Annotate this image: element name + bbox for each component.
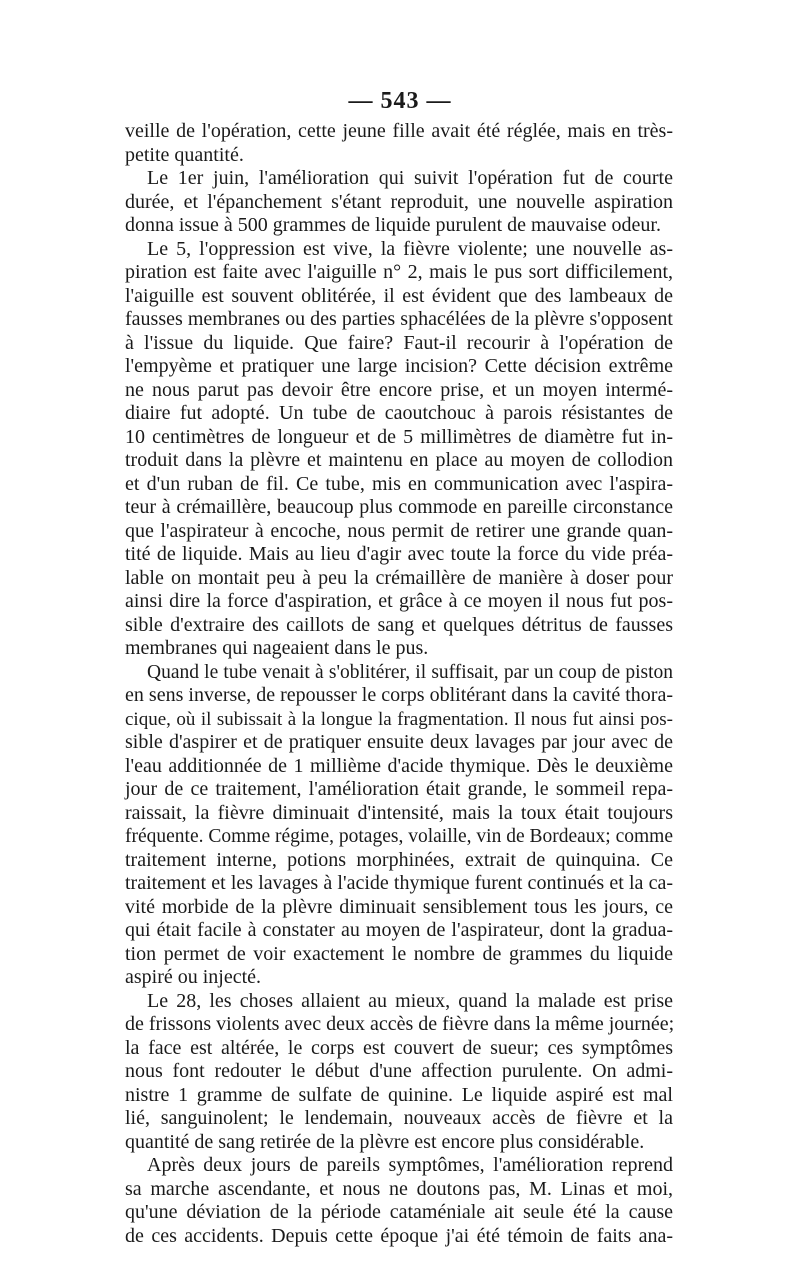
text-line: traitement interne, potions morphinées, extrait de quinquina. Ce [125, 848, 673, 871]
text-line: de frissons violents avec deux accès de fièvre dans la même journée; [125, 1013, 675, 1035]
text-line: que l'aspirateur à encoche, nous permit de retirer une grande quan- [125, 519, 673, 542]
text-line: l'aiguille est souvent oblitérée, il est évident que des lambeaux de [125, 284, 673, 307]
text-line: piration est faite avec l'aiguille n° 2, mais le pus sort difficilement, [125, 261, 673, 283]
text-line: raissait, la fièvre diminuait d'intensité, mais la toux était toujours [125, 801, 673, 824]
text-line: Quand le tube venait à s'oblitérer, il suffisait, par un coup de piston [147, 661, 673, 683]
text-line: traitement et les lavages à l'acide thymique furent continués et la ca- [125, 872, 673, 894]
text-line: membranes qui nageaient dans le pus. [125, 637, 429, 659]
text-line: nistre 1 gramme de sulfate de quinine. Le liquide aspiré est mal [125, 1083, 673, 1106]
text-line: la face est altérée, le corps est couvert de sueur; ces symptômes [125, 1036, 673, 1059]
page-number: — 543 — [348, 88, 452, 114]
text-line: Le 5, l'oppression est vive, la fièvre violente; une nouvelle as- [147, 237, 673, 260]
text-line: Le 28, les choses allaient au mieux, quand la malade est prise [147, 989, 673, 1012]
text-line: l'eau additionnée de 1 millième d'acide thymique. Dès le deuxième [125, 754, 673, 777]
text-line: aspiré ou injecté. [125, 966, 262, 988]
text-line: de ces accidents. Depuis cette époque j'ai été témoin de faits ana- [125, 1224, 673, 1247]
text-line: quantité de sang retirée de la plèvre est encore plus considérable. [125, 1130, 645, 1153]
text-line: jour de ce traitement, l'amélioration était grande, le sommeil repa- [125, 778, 673, 800]
text-line: ainsi dire la force d'aspiration, et grâce à ce moyen il nous fut pos- [125, 590, 673, 612]
text-line: qui était facile à constater au moyen de l'aspirateur, dont la gradua- [125, 919, 673, 941]
text-line: sible d'extraire des caillots de sang et quelques détritus de fausses [125, 613, 673, 636]
text-line: qu'une déviation de la période cataméniale ait seule été la cause [125, 1201, 673, 1223]
text-line: 10 centimètres de longueur et de 5 millimètres de diamètre fut in- [125, 425, 673, 448]
text-line: et d'un ruban de fil. Ce tube, mis en communication avec l'aspira- [125, 472, 673, 495]
text-line: Le 1er juin, l'amélioration qui suivit l'opération fut de courte [147, 167, 673, 189]
text-line: lié, sanguinolent; le lendemain, nouveaux accès de fièvre et la [125, 1107, 673, 1129]
text-line: l'empyème et pratiquer une large incision? Cette décision extrême [125, 355, 673, 377]
text-line: sa marche ascendante, et nous ne doutons pas, M. Linas et moi, [125, 1177, 673, 1200]
text-line: fréquente. Comme régime, potages, volaille, vin de Bordeaux; comme [125, 826, 673, 847]
body-text [125, 120, 673, 1248]
text-line: petite quantité. [125, 143, 244, 166]
text-line: à l'issue du liquide. Que faire? Faut-il recourir à l'opération de [125, 331, 673, 354]
text-line: ne nous parut pas devoir être encore prise, et un moyen intermé- [125, 378, 673, 401]
text-line: lable on montait peu à peu la crémaillère de manière à doser pour [125, 566, 673, 589]
text-line: durée, et l'épanchement s'étant reproduit, une nouvelle aspiration [125, 190, 673, 213]
text-line: vité morbide de la plèvre diminuait sensiblement tous les jours, ce [125, 895, 673, 918]
text-line: fausses membranes ou des parties sphacélées de la plèvre s'opposent [125, 308, 673, 330]
text-line: troduit dans la plèvre et maintenu en place au moyen de collodion [125, 449, 673, 471]
text-line: donna issue à 500 grammes de liquide purulent de mauvaise odeur. [125, 214, 661, 236]
text-line: tité de liquide. Mais au lieu d'agir avec toute la force du vide préa- [125, 543, 673, 565]
text-line: nous font redouter le début d'une affection purulente. On admi- [125, 1060, 673, 1082]
text-line: cique, où il subissait à la longue la fragmentation. Il nous fut ainsi pos- [125, 708, 673, 730]
text-line: teur à crémaillère, beaucoup plus commode en pareille circonstance [125, 496, 673, 518]
text-line: veille de l'opération, cette jeune fille avait été réglée, mais en très- [125, 120, 673, 142]
text-line: sible d'aspirer et de pratiquer ensuite deux lavages par jour avec de [125, 731, 673, 753]
text-line: diaire fut adopté. Un tube de caoutchouc à parois résistantes de [125, 402, 673, 424]
text-line: tion permet de voir exactement le nombre de grammes du liquide [125, 942, 673, 965]
text-line: Après deux jours de pareils symptômes, l'amélioration reprend [147, 1154, 673, 1176]
text-line: en sens inverse, de repousser le corps oblitérant dans la cavité thora- [125, 684, 673, 706]
